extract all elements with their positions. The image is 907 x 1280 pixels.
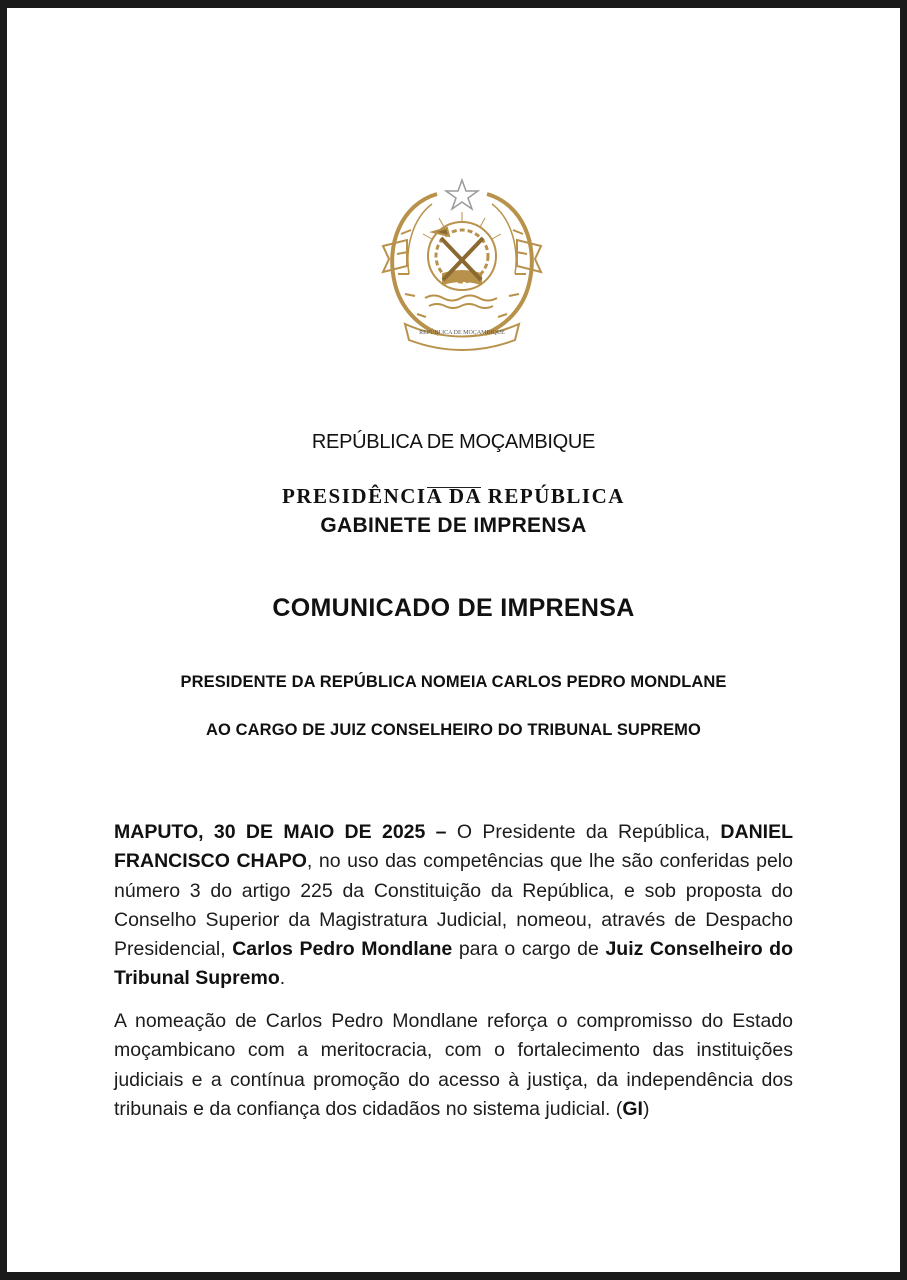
headline-line-2: AO CARGO DE JUIZ CONSELHEIRO DO TRIBUNAL SUPREMO <box>206 721 701 739</box>
president-name: DANIEL FRANCISCO CHAPO <box>114 821 794 873</box>
paragraph-1-text-a: O Presidente da República, <box>446 821 721 843</box>
paragraph-1-text-c: para o cargo de <box>452 938 606 961</box>
appointee-name: Carlos Pedro Mondlane <box>232 938 453 961</box>
position-title: Juiz Conselheiro do Tribunal Supremo <box>114 938 793 990</box>
document-page <box>7 8 900 1272</box>
svg-text:REPÚBLICA DE MOÇAMBIQUE: REPÚBLICA DE MOÇAMBIQUE <box>419 330 505 336</box>
presidency-name: PRESIDÊNCIA DA REPÚBLICA <box>282 484 625 508</box>
document-title: COMUNICADO DE IMPRENSA <box>272 594 635 622</box>
headline-line-1: PRESIDENTE DA REPÚBLICA NOMEIA CARLOS PEDRO MONDLANE <box>180 673 727 691</box>
paragraph-1 <box>114 818 793 994</box>
country-name: REPÚBLICA DE MOÇAMBIQUE <box>311 431 596 453</box>
paragraph-2-close: ) <box>642 1097 650 1120</box>
office-name: GABINETE DE IMPRENSA <box>320 514 587 537</box>
paragraph-1-text-b: , no uso das competências que lhe são conferidas pelo número 3 do artigo 225 da Constituição da República, e sob proposta do Conselho Superior da Magistratura Judicial, nomeou, através de Despacho Presidencial, <box>114 850 793 961</box>
paragraph-2 <box>114 1007 793 1124</box>
signature-initials: GI <box>622 1097 643 1120</box>
paragraph-1-text-d: . <box>279 967 286 990</box>
paragraph-2-text: A nomeação de Carlos Pedro Mondlane reforça o compromisso do Estado moçambicano com a meritocracia, com o fortalecimento das instituições judiciais e a contínua promoção do acesso à justiça, da independência dos tribunais e da confiança dos cidadãos no sistema judicial. ( <box>114 1010 793 1120</box>
mozambique-coat-of-arms-icon <box>377 174 547 356</box>
dateline: MAPUTO, 30 DE MAIO DE 2025 – <box>114 821 447 843</box>
